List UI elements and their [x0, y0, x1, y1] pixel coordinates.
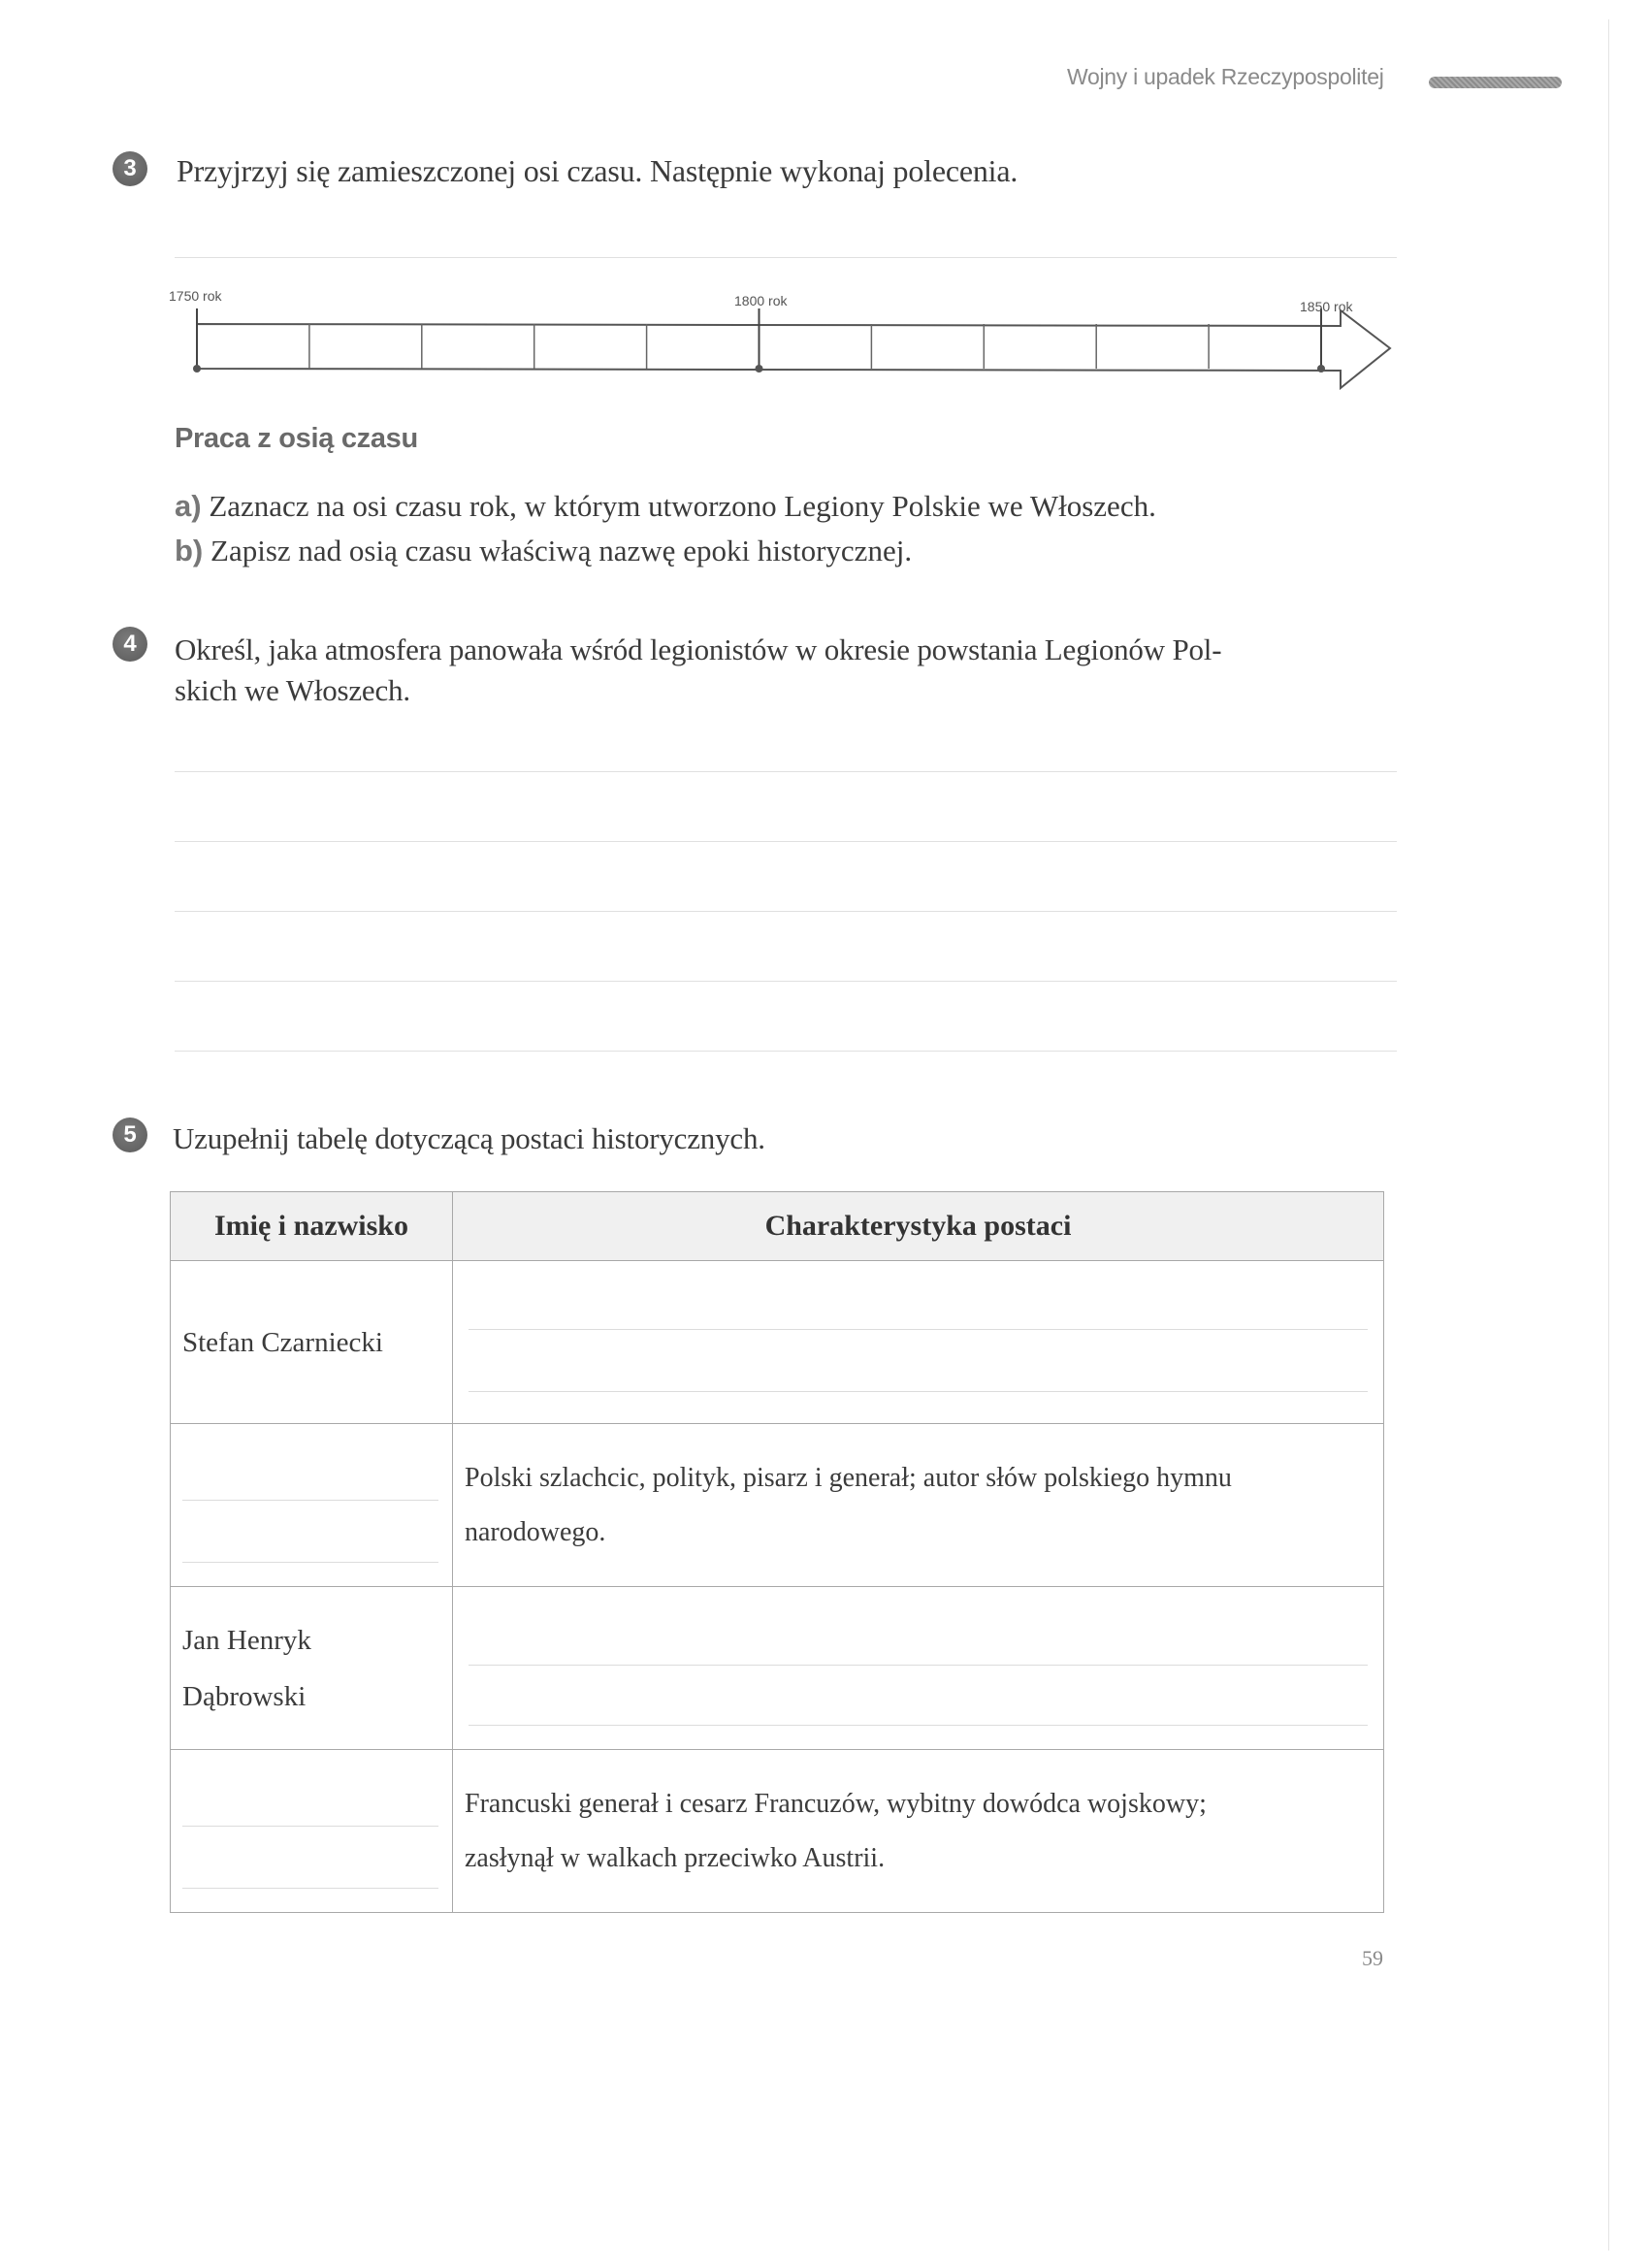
table-header-row [171, 1192, 1384, 1261]
page-number: 59 [1362, 1946, 1383, 1970]
description-line: Polski szlachcic, polityk, pisarz i generał; autor słów polskiego hymnu [465, 1462, 1232, 1493]
task3-instruction: Przyjrzyj się zamieszczonej osi czasu. Następnie wykonaj polecenia. [177, 153, 1018, 188]
timeline-tick-dot [193, 365, 201, 373]
timeline-band-arrow [197, 310, 1390, 388]
task-number-badge-4: 4 [113, 627, 147, 662]
table-row [171, 1750, 1384, 1913]
answer-line[interactable] [175, 1051, 1397, 1052]
answer-line[interactable] [182, 1562, 438, 1563]
description-answer-cell[interactable] [453, 1587, 1384, 1750]
timeline-label-mid: 1800 rok [734, 293, 788, 308]
answer-line[interactable] [182, 1888, 438, 1889]
task3-item-a [175, 489, 1156, 524]
item-marker: a) [175, 489, 202, 523]
timeline-label-end: 1850 rok [1300, 299, 1353, 314]
description-line: zasłynął w walkach przeciwko Austrii. [465, 1842, 886, 1873]
answer-line[interactable] [469, 1329, 1368, 1330]
table-row [171, 1587, 1384, 1750]
timeline [0, 0, 1649, 446]
task-number-badge-5: 5 [113, 1118, 147, 1152]
table-row [171, 1424, 1384, 1587]
answer-line[interactable] [469, 1725, 1368, 1726]
task-number-badge-3: 3 [113, 151, 147, 186]
description-line: Francuski generał i cesarz Francuzów, wybitny dowódca wojskowy; [465, 1788, 1207, 1819]
column-header-description: Charakterystyka postaci [453, 1192, 1384, 1261]
name-text: Jan Henryk [182, 1624, 311, 1656]
column-header-name: Imię i nazwisko [171, 1192, 453, 1261]
answer-line[interactable] [175, 981, 1397, 982]
answer-line[interactable] [182, 1826, 438, 1827]
name-cell [171, 1587, 453, 1750]
task5-instruction: Uzupełnij tabelę dotyczącą postaci historycznych. [173, 1121, 765, 1155]
task3-item-b [175, 534, 912, 568]
name-cell [171, 1261, 453, 1424]
item-text: Zapisz nad osią czasu właściwą nazwę epoki historycznej. [203, 534, 913, 567]
description-line: narodowego. [465, 1516, 606, 1547]
name-answer-cell[interactable] [171, 1750, 453, 1913]
historical-figures-table [170, 1191, 1384, 1913]
task4-instruction-line1: Określ, jaka atmosfera panowała wśród legionistów w okresie powstania Legionów Pol- [175, 632, 1222, 666]
description-cell [453, 1750, 1384, 1913]
answer-line[interactable] [469, 1665, 1368, 1666]
table-row [171, 1261, 1384, 1424]
timeline-work-subheading: Praca z osią czasu [175, 423, 418, 454]
timeline-tick-dot [756, 365, 763, 373]
timeline-tick-dot [1317, 365, 1325, 373]
description-answer-cell[interactable] [453, 1261, 1384, 1424]
answer-line[interactable] [175, 911, 1397, 912]
item-marker: b) [175, 534, 204, 567]
name-text: Dąbrowski [182, 1680, 307, 1712]
answer-line[interactable] [182, 1500, 438, 1501]
running-header-title: Wojny i upadek Rzeczypospolitej [1067, 64, 1384, 89]
answer-line[interactable] [469, 1391, 1368, 1392]
name-answer-cell[interactable] [171, 1424, 453, 1587]
item-text: Zaznacz na osi czasu rok, w którym utworzono Legiony Polskie we Włoszech. [201, 489, 1156, 523]
timeline-label-start: 1750 rok [169, 288, 222, 304]
timeline-graphic[interactable] [0, 0, 1649, 446]
answer-line[interactable] [175, 841, 1397, 842]
answer-line[interactable] [175, 771, 1397, 772]
task4-instruction-line2: skich we Włoszech. [175, 673, 410, 707]
description-cell [453, 1424, 1384, 1587]
name-text: Stefan Czarniecki [182, 1326, 383, 1358]
